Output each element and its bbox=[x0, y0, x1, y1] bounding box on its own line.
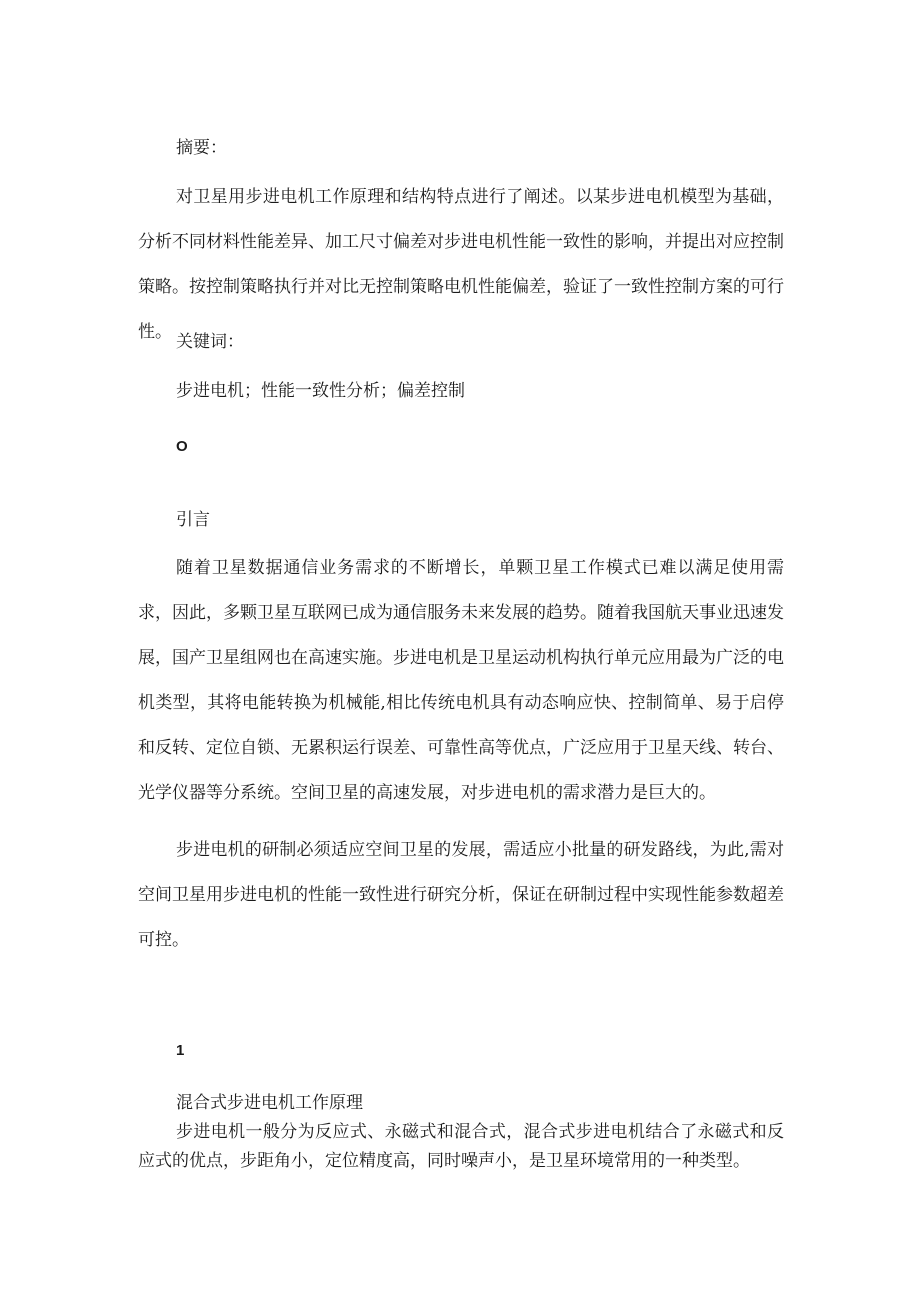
section-1-paragraph-1: 步进电机一般分为反应式、永磁式和混合式，混合式步进电机结合了永磁式和反应式的优点，步距角小，定位精度高，同时噪声小，是卫星环境常用的一种类型。 bbox=[138, 1122, 784, 1171]
keywords-text: 步进电机；性能一致性分析；偏差控制 bbox=[176, 381, 465, 401]
section-1-title: 混合式步进电机工作原理 bbox=[176, 1093, 363, 1113]
section-0-title: 引言 bbox=[176, 510, 210, 530]
section-0-number: O bbox=[176, 438, 188, 455]
intro-paragraph-2: 步进电机的研制必须适应空间卫星的发展，需适应小批量的研发路线，为此,需对空间卫星用步进电机的性能一致性进行研究分析，保证在研制过程中实现性能参数超差可控。 bbox=[138, 840, 784, 950]
keywords-heading: 关键词： bbox=[176, 332, 244, 352]
intro-paragraph-1: 随着卫星数据通信业务需求的不断增长，单颗卫星工作模式已难以满足使用需求，因此，多颗卫星互联网已成为通信服务未来发展的趋势。随着我国航天事业迅速发展，国产卫星组网也在高速实施。步进电机是卫星运动机构执行单元应用最为广泛的电机类型，其将电能转换为机械能,相比传统电机具有动态响应快、控制简单、易于启停和反转、定位自锁、无累积运行误差、可靠性高等优点，广泛应用于卫星天线、转台、光学仪器等分系统。空间卫星的高速发展，对步进电机的需求潜力是巨大的。 bbox=[138, 558, 784, 803]
section-1-number: 1 bbox=[176, 1042, 185, 1059]
abstract-heading: 摘要： bbox=[176, 138, 227, 158]
abstract-text: 对卫星用步进电机工作原理和结构特点进行了阐述。以某步进电机模型为基础，分析不同材料性能差异、加工尺寸偏差对步进电机性能一致性的影响，并提出对应控制策略。按控制策略执行并对比无控制策略电机性能偏差，验证了一致性控制方案的可行性。 bbox=[138, 187, 784, 342]
